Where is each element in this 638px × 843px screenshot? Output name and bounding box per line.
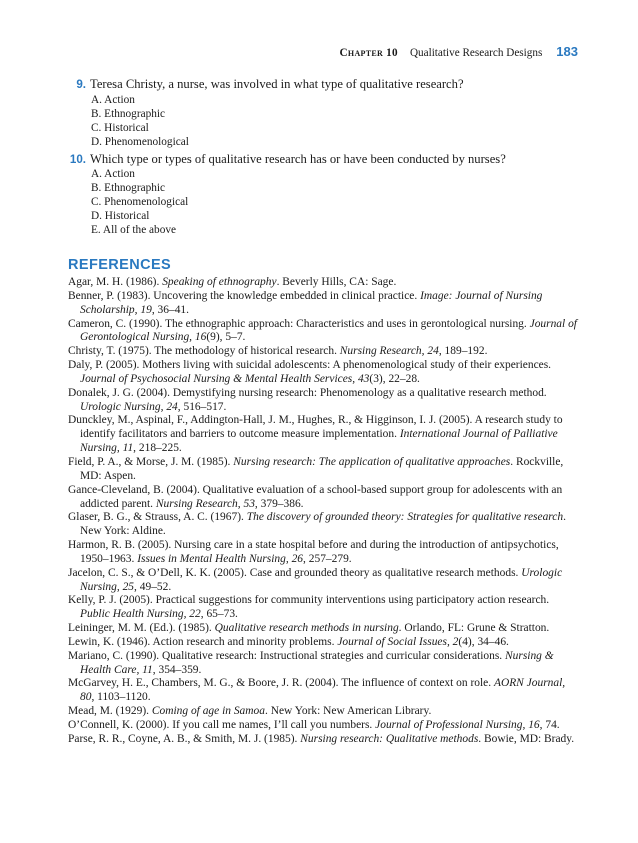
question-text: Teresa Christy, a nurse, was involved in what type of qualitative research?	[90, 77, 464, 91]
reference-source: Nursing research: The application of qualitative approaches	[233, 455, 511, 468]
references-heading: REFERENCES	[68, 257, 172, 273]
reference-entry	[68, 414, 578, 456]
reference-source: Qualitative research methods in nursing	[214, 622, 399, 635]
reference-source: Issues in Mental Health Nursing, 26	[137, 552, 304, 565]
reference-text: , 354–359.	[152, 663, 202, 676]
reference-text: Jacelon, C. S., & O’Dell, K. K. (2005). Case and grounded theory as qualitative research methods.	[68, 566, 522, 579]
reference-text: Benner, P. (1983). Uncovering the knowledge embedded in clinical practice.	[68, 289, 421, 302]
reference-source: Urologic Nursing, 24	[80, 400, 178, 413]
question-9	[62, 77, 582, 149]
reference-source: Journal of Psychosocial Nursing & Mental Health Services, 43	[80, 372, 370, 385]
reference-text: , 257–279.	[303, 552, 352, 565]
reference-source: Nursing & Health Care, 11	[80, 649, 554, 676]
reference-text: O’Connell, K. (2000). If you call me names, I’ll call you numbers.	[68, 719, 376, 731]
reference-entry	[68, 345, 578, 359]
reference-entry	[68, 484, 578, 512]
reference-source: Speaking of ethnography	[162, 276, 277, 288]
reference-text: , 516–517.	[177, 400, 227, 413]
reference-text: Leininger, M. M. (Ed.). (1985).	[68, 622, 215, 635]
reference-source: The discovery of grounded theory: Strategies for qualitative research	[246, 511, 564, 524]
reference-text: , 1103–1120.	[91, 691, 151, 704]
answer-option: B. Ethnographic	[91, 182, 166, 194]
reference-text: . Bowie, MD: Brady.	[478, 732, 575, 745]
reference-text: Daly, P. (2005). Mothers living with suicidal adolescents: A phenomenological study of their experiences.	[68, 359, 552, 372]
reference-text: , 49–52.	[134, 580, 172, 593]
reference-text: Kelly, P. J. (2005). Practical suggestions for community interventions using participatory action research.	[68, 594, 550, 607]
reference-entry	[68, 636, 578, 650]
question-number: 10.	[69, 152, 86, 166]
reference-source: Nursing Research, 53	[155, 497, 255, 510]
reference-list	[68, 276, 578, 747]
reference-text: Mariano, C. (1990). Qualitative research: Instructional strategies and curricular considerations.	[68, 649, 506, 662]
reference-text: Christy, T. (1975). The methodology of historical research.	[68, 345, 340, 358]
reference-text: Lewin, K. (1946). Action research and minority problems.	[68, 635, 338, 648]
reference-source: Public Health Nursing, 22	[80, 608, 201, 621]
reference-entry	[68, 539, 578, 567]
reference-text: Mead, M. (1929).	[68, 705, 152, 718]
reference-text: Dunckley, M., Aspinal, F., Addington-Hall, J. M., Hughes, R., & Higginson, I. J. (2005). A research study to identify facilitators and barriers to outcome measure implementation.	[68, 414, 563, 441]
review-questions	[62, 77, 582, 240]
question-stem	[62, 152, 582, 168]
reference-source: Coming of age in Samoa	[151, 705, 265, 718]
reference-entry	[68, 290, 578, 318]
reference-source: AORN Journal, 80	[80, 677, 566, 704]
reference-text: Gance-Cleveland, B. (2004). Qualitative evaluation of a school-based support group for adolescents with an addicted parent.	[68, 483, 563, 510]
reference-text: (3), 22–28.	[369, 372, 420, 385]
reference-text: . Orlando, FL: Grune & Stratton.	[398, 622, 550, 635]
reference-source: Nursing research: Qualitative methods	[300, 732, 479, 745]
reference-text: Agar, M. H. (1986).	[68, 276, 163, 288]
reference-entry	[68, 733, 578, 747]
reference-text: . New York: Aldine.	[80, 511, 566, 538]
answer-option: C. Phenomenological	[91, 196, 189, 208]
reference-text: . New York: New American Library.	[264, 705, 432, 718]
reference-entry	[68, 359, 578, 387]
reference-source: International Journal of Palliative Nursing, 11	[80, 428, 558, 455]
reference-entry	[68, 677, 578, 705]
reference-text: Cameron, C. (1990). The ethnographic approach: Characteristics and uses in gerontological nursing.	[68, 317, 530, 330]
question-10	[62, 152, 582, 238]
chapter-label: Chapter 10	[339, 47, 398, 59]
reference-text: , 65–73.	[200, 608, 238, 621]
page-number: 183	[556, 44, 578, 59]
reference-entry	[68, 622, 578, 636]
reference-text: , 218–225.	[133, 442, 182, 455]
reference-text: McGarvey, H. E., Chambers, M. G., & Boore, J. R. (2004). The influence of context on role.	[68, 677, 494, 690]
reference-text: . Rockville, MD: Aspen.	[80, 455, 564, 482]
reference-source: Journal of Professional Nursing, 16	[375, 719, 540, 731]
answer-option: D. Phenomenological	[91, 135, 189, 148]
reference-source: Image: Journal of Nursing Scholarship, 19	[80, 289, 543, 316]
question-stem	[62, 77, 582, 93]
reference-entry	[68, 650, 578, 678]
reference-text: Parse, R. R., Coyne, A. B., & Smith, M. J. (1985).	[68, 732, 301, 745]
reference-text: Field, P. A., & Morse, J. M. (1985).	[68, 455, 234, 468]
question-text: Which type or types of qualitative research has or have been conducted by nurses?	[90, 151, 506, 166]
reference-text: , 36–41.	[151, 303, 189, 316]
reference-entry	[68, 719, 578, 733]
answer-option: E. All of the above	[91, 224, 177, 236]
reference-text: Harmon, R. B. (2005). Nursing care in a state hospital before and during the introduction of antipsychotics, 1950–1963.	[68, 539, 559, 565]
reference-entry	[68, 594, 578, 622]
reference-source: Nursing Research, 24	[339, 345, 439, 358]
question-number: 9.	[76, 78, 86, 91]
reference-text: , 74.	[539, 719, 560, 731]
answer-option: C. Historical	[91, 121, 149, 134]
reference-source: Journal of Social Issues, 2	[337, 635, 459, 648]
answer-option: A. Action	[91, 93, 135, 106]
answer-option: D. Historical	[91, 210, 150, 222]
reference-entry	[68, 511, 578, 539]
answer-option: B. Ethnographic	[91, 107, 166, 120]
answer-option: A. Action	[91, 168, 135, 180]
reference-text: (9), 5–7.	[206, 331, 246, 344]
running-header	[0, 44, 578, 60]
reference-entry	[68, 456, 578, 484]
reference-text: , 379–386.	[254, 497, 304, 510]
reference-text: . Beverly Hills, CA: Sage.	[276, 276, 397, 288]
reference-source: Urologic Nursing, 25	[80, 566, 563, 593]
reference-entry	[68, 387, 578, 415]
reference-text: , 189–192.	[438, 345, 488, 358]
reference-text: Donalek, J. G. (2004). Demystifying nursing research: Phenomenology as a qualitative research method.	[68, 386, 547, 399]
reference-entry	[68, 276, 578, 290]
reference-entry	[68, 318, 578, 346]
reference-entry	[68, 705, 578, 719]
reference-entry	[68, 567, 578, 595]
reference-source: Journal of Gerontological Nursing, 16	[80, 317, 577, 344]
chapter-title: Qualitative Research Designs	[409, 47, 543, 59]
reference-text: (4), 34–46.	[458, 635, 509, 648]
reference-text: Glaser, B. G., & Strauss, A. C. (1967).	[68, 511, 247, 524]
